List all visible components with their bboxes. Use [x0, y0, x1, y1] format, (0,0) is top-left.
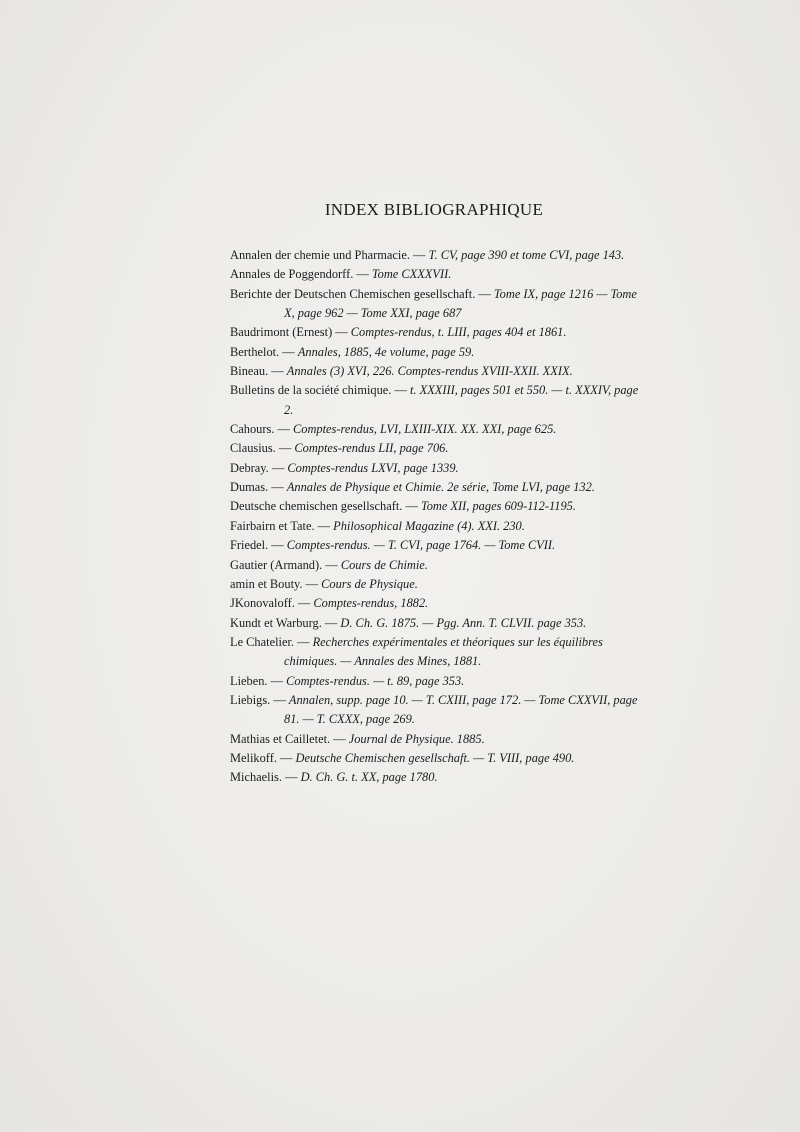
entry-author: Cahours. — — [230, 422, 290, 437]
entry-author: Deutsche chemischen gesellschaft. — — [230, 499, 418, 514]
entry-reference: Philosophical Magazine (4). XXI. 230. — [333, 518, 525, 533]
entry-reference: Deutsche Chemischen gesellschaft. — T. VIII, page 490. — [295, 750, 575, 765]
entry-reference: T. CV, page 390 et tome CVI, page 143. — [428, 248, 625, 262]
entry-reference: Annales de Physique et Chimie. 2e série, Tome LVI, page 132. — [286, 480, 595, 495]
bibliography-entry — [230, 343, 645, 362]
entry-author: Annalen der chemie und Pharmacie. — — [230, 248, 426, 262]
entry-author: Liebigs. — — [230, 692, 286, 707]
entry-reference: Annalen, supp. page 10. — T. CXIII, page 172. — Tome CXXVII, page 81. — T. CXXX, page 269. — [284, 692, 638, 727]
bibliography-entry — [230, 575, 645, 594]
entry-author: Gautier (Armand). — — [230, 557, 338, 572]
entry-author: Bineau. — — [230, 364, 284, 379]
entry-author: Michaelis. — — [230, 770, 298, 785]
bibliography-entry — [230, 478, 645, 497]
entry-reference: t. XXXIII, pages 501 et 550. — t. XXXIV, page 2. — [284, 383, 639, 417]
bibliography-entry — [230, 691, 645, 730]
entry-reference: Tome XII, pages 609-112-1195. — [420, 499, 576, 514]
bibliography-list — [230, 246, 645, 788]
entry-author: Melikoff. — — [230, 750, 293, 765]
entry-author: Kundt et Warburg. — — [230, 615, 338, 630]
entry-reference: Tome CXXXVII. — [371, 267, 452, 282]
entry-author: Baudrimont (Ernest) — — [230, 325, 348, 340]
entry-author: Clausius. — — [230, 441, 292, 456]
bibliography-entry — [230, 614, 645, 633]
bibliography-entry — [230, 362, 645, 381]
bibliography-entry — [230, 323, 645, 342]
bibliography-entry — [230, 633, 645, 672]
entry-reference: Tome IX, page 1216 — Tome X, page 962 — Tome XXI, page 687 — [284, 286, 637, 321]
entry-author: Annales de Poggendorff. — — [230, 267, 369, 282]
entry-reference: Comptes-rendus. — T. CVI, page 1764. — Tome CVII. — [286, 538, 556, 553]
entry-author: amin et Bouty. — — [230, 576, 318, 591]
entry-reference: D. Ch. G. 1875. — Pgg. Ann. T. CLVII. page 353. — [340, 615, 587, 630]
bibliography-entry — [230, 556, 645, 575]
entry-reference: Comptes-rendus, t. LIII, pages 404 et 1861. — [350, 325, 567, 340]
entry-reference: Annales, 1885, 4e volume, page 59. — [297, 344, 475, 359]
entry-reference: Journal de Physique. 1885. — [348, 731, 485, 746]
page-title: INDEX BIBLIOGRAPHIQUE — [324, 200, 544, 219]
entry-reference: Recherches expérimentales et théoriques sur les équilibres chimiques. — Annales des Mines, 1881. — [284, 634, 603, 669]
entry-reference: Comptes-rendus LII, page 706. — [294, 441, 449, 456]
entry-author: Berthelot. — — [230, 344, 295, 359]
entry-author: Friedel. — — [230, 538, 284, 553]
entry-author: Fairbairn et Tate. — — [230, 518, 331, 533]
entry-reference: D. Ch. G. t. XX, page 1780. — [300, 770, 438, 785]
entry-author: Debray. — — [230, 460, 285, 475]
entry-reference: Comptes-rendus LXVI, page 1339. — [287, 460, 459, 475]
bibliography-entry — [230, 265, 645, 284]
entry-author: Mathias et Cailletet. — — [230, 731, 346, 746]
entry-author: Dumas. — — [230, 480, 284, 495]
bibliography-entry — [230, 497, 645, 516]
bibliography-entry — [230, 420, 645, 439]
entry-author: JKonovaloff. — — [230, 596, 311, 611]
bibliography-entry — [230, 459, 645, 478]
bibliography-entry — [230, 381, 645, 420]
entry-author: Le Chatelier. — — [230, 634, 310, 649]
entry-author: Bulletins de la société chimique. — — [230, 383, 407, 398]
entry-reference: Comptes-rendus. — t. 89, page 353. — [286, 673, 465, 688]
entry-reference: Cours de Physique. — [321, 576, 418, 591]
bibliography-entry — [230, 517, 645, 536]
entry-reference: Annales (3) XVI, 226. Comptes-rendus XVIII-XXII. XXIX. — [286, 364, 573, 379]
entry-reference: Comptes-rendus, LVI, LXIII-XIX. XX. XXI, page 625. — [293, 422, 557, 437]
bibliography-entry — [230, 536, 645, 555]
bibliography-entry — [230, 246, 645, 265]
bibliography-entry — [230, 749, 645, 768]
bibliography-entry — [230, 594, 645, 613]
bibliography-entry — [230, 672, 645, 691]
bibliography-entry — [230, 285, 645, 324]
bibliography-entry — [230, 439, 645, 458]
entry-reference: Cours de Chimie. — [340, 557, 428, 572]
entry-author: Berichte der Deutschen Chemischen gesellschaft. — — [230, 286, 491, 301]
entry-author: Lieben. — — [230, 673, 283, 688]
bibliography-entry — [230, 768, 645, 787]
bibliography-entry — [230, 730, 645, 749]
entry-reference: Comptes-rendus, 1882. — [313, 596, 429, 611]
